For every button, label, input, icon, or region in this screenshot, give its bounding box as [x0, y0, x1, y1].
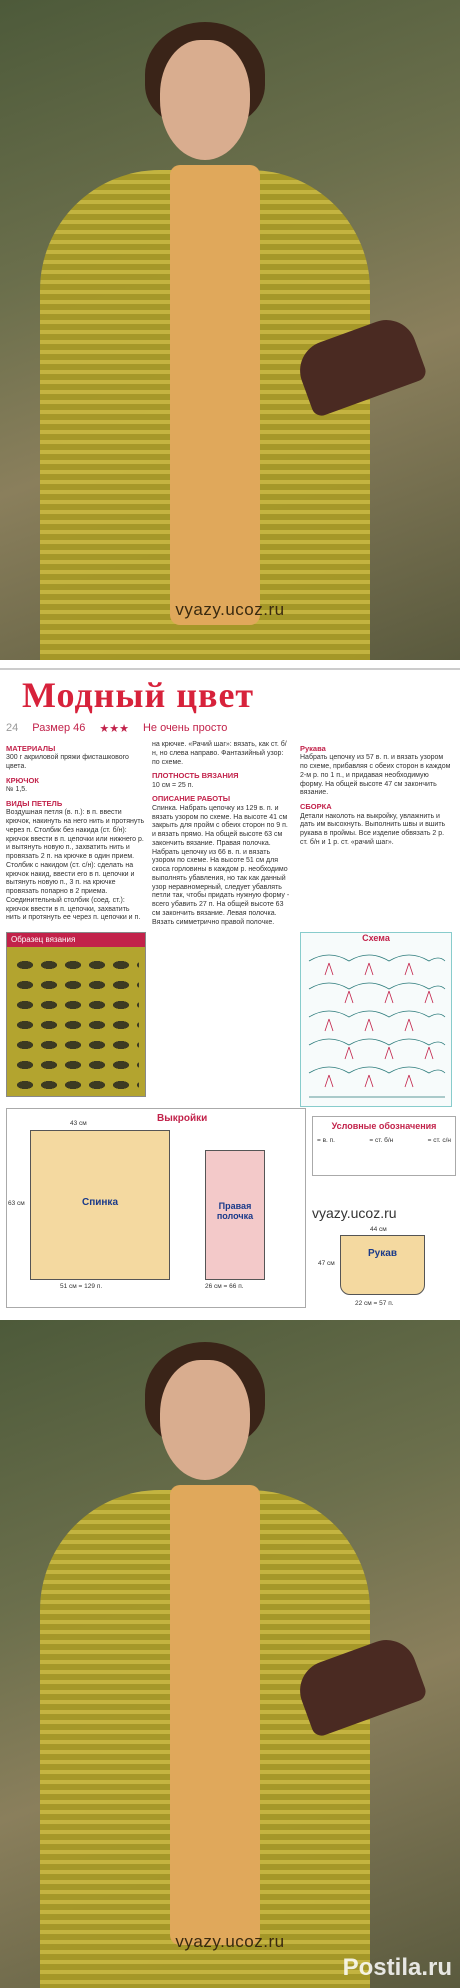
- dim-front-bottom: 26 см = 66 п.: [205, 1283, 244, 1290]
- sheet-url: vyazy.ucoz.ru: [312, 1205, 397, 1221]
- dim-sleeve-height: 47 см: [318, 1260, 335, 1267]
- section-text: 10 см = 25 п.: [152, 781, 194, 789]
- section-heading: Рукава: [300, 744, 326, 753]
- text-column-2: [152, 740, 290, 927]
- model-face: [160, 40, 250, 160]
- section-heading: КРЮЧОК: [6, 775, 39, 785]
- stitch-swatch: [6, 932, 146, 1097]
- model-photo-bottom: [0, 1320, 460, 1988]
- front-piece: [205, 1150, 265, 1280]
- model-photo-top: [0, 0, 460, 660]
- sleeve-piece: [340, 1235, 425, 1295]
- legend-item: = ст. б/н: [369, 1137, 394, 1144]
- source-url: vyazy.ucoz.ru: [175, 600, 285, 619]
- section-text: 300 г акриловой пряжи фисташкового цвета.: [6, 754, 129, 771]
- legend-box: [312, 1116, 456, 1176]
- section-heading: ОПИСАНИЕ РАБОТЫ: [152, 794, 231, 804]
- section-text: на крючке. «Рачий шаг»: вязать, как ст. б/н, но слева направо. Фантазийный узор: по схеме.: [152, 741, 287, 766]
- pattern-sheet: [0, 668, 460, 1313]
- dim-back-height: 63 см: [8, 1200, 25, 1207]
- swatch-texture: [13, 955, 139, 1090]
- section-text: Набрать цепочку из 57 в. п. и вязать узором по схеме, прибавляя с обеих сторон в каждом 2-м р. по 1 п., и придавая необходимую форму. На общей высоте 47 см закончить вязание.: [300, 754, 451, 797]
- sleeve-label: Рукав: [368, 1248, 397, 1259]
- scheme-diagram: [305, 949, 449, 1103]
- back-label: Спинка: [81, 1197, 118, 1208]
- legend-items: [313, 1131, 455, 1150]
- dim-sleeve-top: 44 см: [370, 1226, 387, 1233]
- section-text: № 1,5.: [6, 786, 28, 794]
- sheet-meta: [6, 722, 456, 735]
- section-heading: МАТЕРИАЛЫ: [6, 744, 56, 753]
- blouse: [170, 165, 260, 625]
- section-text: Детали наколоть на выкройку, увлажнить и дать им высохнуть. Выполнить швы и вшить рукава в проймы. Все изделие обвязать 2 р. ст. б/н и 1 р. ст. «рачий шаг».: [300, 812, 446, 846]
- section-heading: ВИДЫ ПЕТЕЛЬ: [6, 799, 63, 808]
- size-label: Размер 46: [32, 722, 86, 734]
- legend-item: = в. п.: [317, 1137, 335, 1144]
- dim-back-top: 43 см: [70, 1120, 87, 1127]
- swatch-caption: Образец вязания: [7, 933, 145, 947]
- rating-stars: ★★★: [99, 723, 129, 735]
- postila-watermark: Postila.ru: [342, 1954, 452, 1981]
- dim-back-bottom: 51 см = 129 п.: [60, 1283, 103, 1290]
- section-text: Воздушная петля (в. п.): в п. ввести крючок, накинуть на него нить и протянуть через п. Столбик без накида (ст. б/н): крючок ввести в п. цепочки или нижнего р. и вытянуть новую п., захватить нить и провязать 2 п. на крючке в один прием. Столбик с накидом (ст. с/н): сделать на крючок накид, ввести его в п. цепочки и вытянуть новую п., 3 п. на крючке провязать попарно в 2 приема. Соединительный столбик (соед. ст.): крючок ввести в п. цепочки, захватить нить и протянуть ее через п. цепочки и п.: [6, 809, 145, 922]
- source-url: vyazy.ucoz.ru: [175, 1932, 285, 1951]
- scheme-caption: Схема: [362, 933, 390, 943]
- stitch-scheme: [300, 932, 452, 1107]
- difficulty-label: Не очень просто: [142, 722, 228, 734]
- legend-item: = ст. с/н: [427, 1137, 451, 1144]
- section-text: Спинка. Набрать цепочку из 129 в. п. и вязать узором по схеме. На высоте 41 см закрыть для пройм с обеих сторон по 9 п. и вязать прямо. На общей высоте 63 см закончить вязание. Правая полочка. Набрать цепочку из 66 в. п. и вязать узором по схеме. На высоте 51 см для скоса горловины в каждом р. необходимо выполнять убавления, но так как данный узор неравномерный, следует убавлять петли так, чтобы придать нужную форму - всего убавить 27 п. На общей высоте 63 см закончить вязание. Левая полочка. Вязать симметрично правой полочке.: [152, 804, 290, 926]
- section-heading: СБОРКА: [300, 802, 332, 812]
- legend-caption: Условные обозначения: [331, 1121, 437, 1131]
- dim-sleeve-bottom: 22 см = 57 п.: [355, 1300, 394, 1307]
- blouse: [170, 1485, 260, 1945]
- model-face: [160, 1360, 250, 1480]
- front-label: Правая полочка: [216, 1201, 254, 1221]
- page-number: 24: [6, 722, 19, 734]
- text-column-3: [300, 740, 452, 848]
- sheet-title: Модный цвет: [22, 675, 255, 715]
- patterns-caption: Выкройки: [157, 1113, 208, 1124]
- section-heading: ПЛОТНОСТЬ ВЯЗАНИЯ: [152, 771, 239, 781]
- back-piece: [30, 1130, 170, 1280]
- text-column-1: [6, 740, 146, 923]
